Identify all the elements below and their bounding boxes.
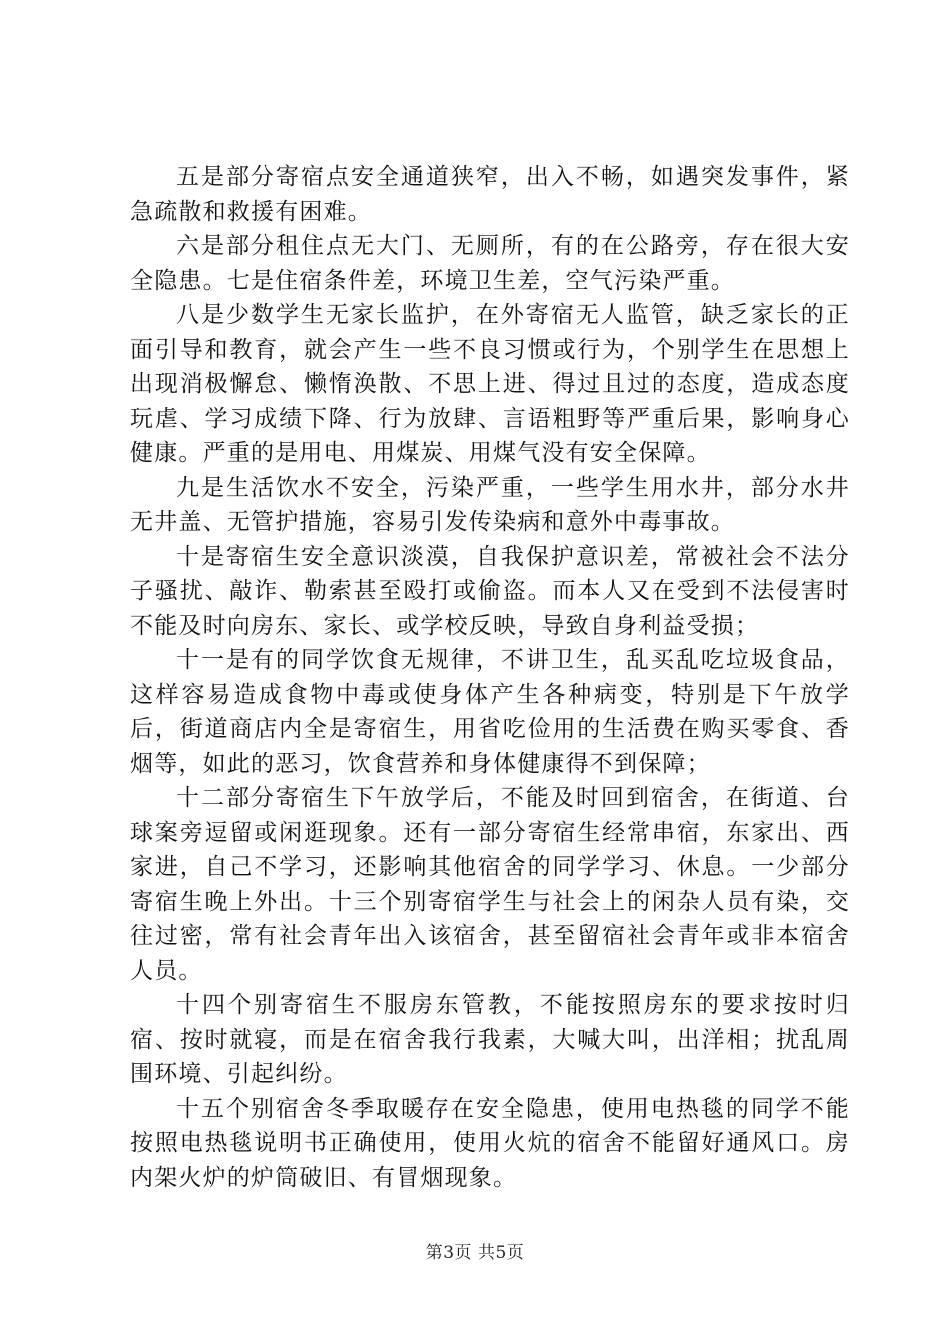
paragraph-6: 六是部分租住点无大门、无厕所，有的在公路旁，存在很大安全隐患。七是住宿条件差，环境卫生差，空气污染严重。 [130,233,850,294]
paragraph-8: 八是少数学生无家长监护，在外寄宿无人监管，缺乏家长的正面引导和教育，就会产生一些不良习惯或行为，个别学生在思想上出现消极懈怠、懒惰涣散、不思上进、得过且过的态度，造成态度玩虐、学习成绩下降、行为放肆、言语粗野等严重后果，影响身心健康。严重的是用电、用煤炭、用煤气没有安全保障。 [130,302,850,466]
document-body [130,160,850,1195]
paragraph-5: 五是部分寄宿点安全通道狭窄，出入不畅，如遇突发事件，紧急疏散和救援有困难。 [130,164,850,225]
paragraph-11: 十一是有的同学饮食无规律，不讲卫生，乱买乱吃垃圾食品，这样容易造成食物中毒或使身体产生各种病变，特别是下午放学后，街道商店内全是寄宿生，用省吃俭用的生活费在购买零食、香烟等，如此的恶习，饮食营养和身体健康得不到保障； [130,647,850,777]
page-number-footer: 第3页 共5页 [425,1243,525,1263]
paragraph-12: 十二部分寄宿生下午放学后，不能及时回到宿舍，在街道、台球案旁逗留或闲逛现象。还有一部分寄宿生经常串宿，东家出、西家进，自己不学习，还影响其他宿舍的同学学习、休息。一少部分寄宿生晚上外出。十三个别寄宿学生与社会上的闲杂人员有染，交往过密，常有社会青年出入该宿舍，甚至留宿社会青年或非本宿舍人员。 [130,785,850,984]
paragraph-14: 十四个别寄宿生不服房东管教，不能按照房东的要求按时归宿、按时就寝，而是在宿舍我行我素，大喊大叫，出洋相；扰乱周围环境、引起纠纷。 [130,992,850,1087]
paragraph-15: 十五个别宿舍冬季取暖存在安全隐患，使用电热毯的同学不能按照电热毯说明书正确使用，使用火炕的宿舍不能留好通风口。房内架火炉的炉筒破旧、有冒烟现象。 [130,1095,850,1191]
paragraph-9: 九是生活饮水不安全，污染严重，一些学生用水井，部分水井无井盖、无管护措施，容易引发传染病和意外中毒事故。 [130,474,850,535]
paragraph-10: 十是寄宿生安全意识淡漠，自我保护意识差，常被社会不法分子骚扰、敲诈、勒索甚至殴打或偷盗。而本人又在受到不法侵害时不能及时向房东、家长、或学校反映，导致自身利益受损； [130,543,850,639]
